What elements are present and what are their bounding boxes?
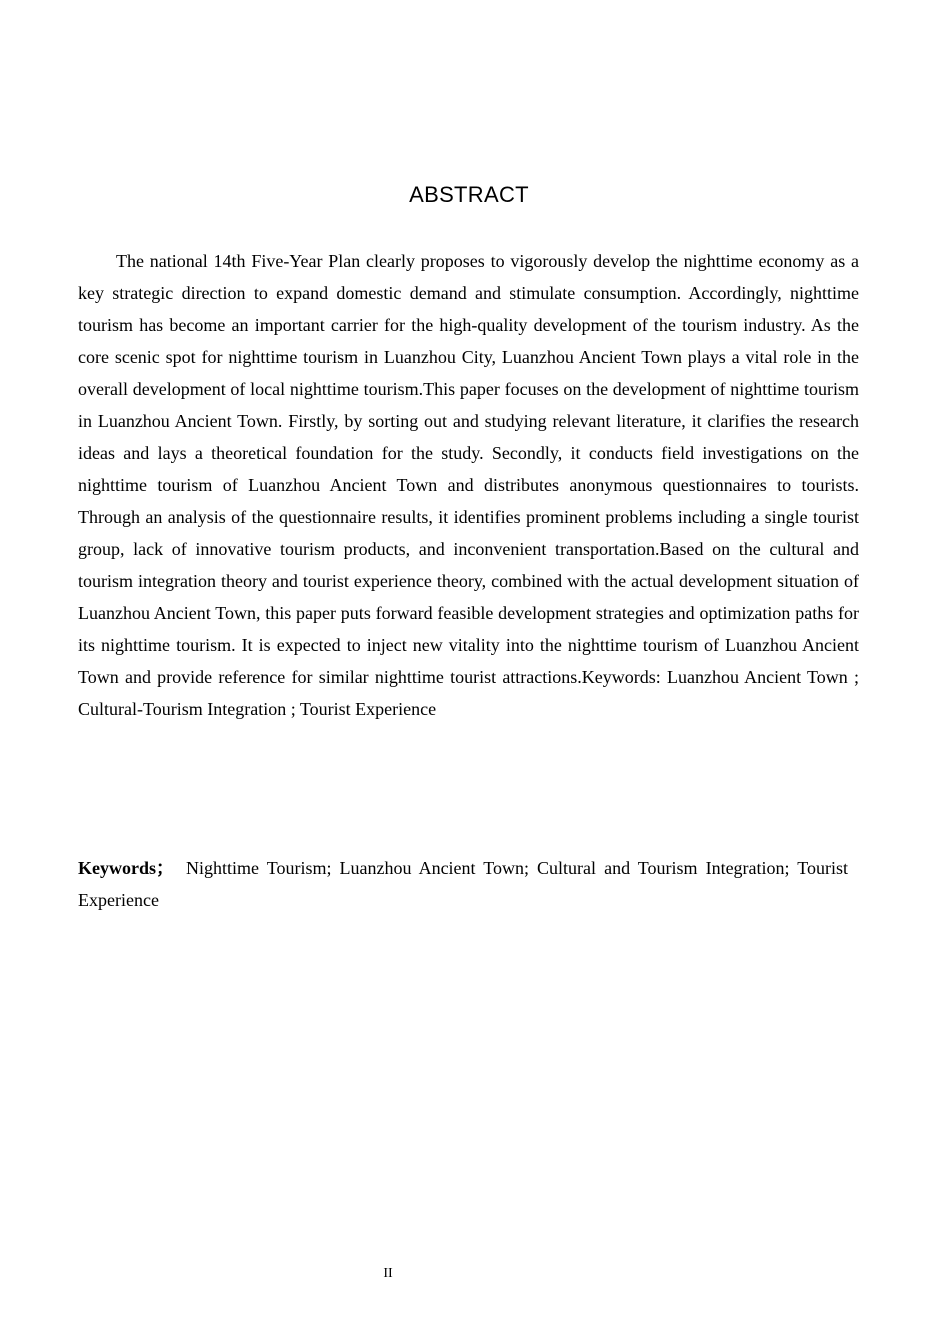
abstract-body: The national 14th Five-Year Plan clearly proposes to vigorously develop the nighttime economy as a key strategic direction to expand domestic demand and stimulate consumption. Accordingly, nighttime tourism has become an important carrier for the high-quality development of the tourism industry. As the core scenic spot for nighttime tourism in Luanzhou City, Luanzhou Ancient Town plays a vital role in the overall development of local nighttime tourism.This paper focuses on the development of nighttime tourism in Luanzhou Ancient Town. Firstly, by sorting out and studying relevant literature, it clarifies the research ideas and lays a theoretical foundation for the study. Secondly, it conducts field investigations on the nighttime tourism of Luanzhou Ancient Town and distributes anonymous questionnaires to tourists. Through an analysis of the questionnaire results, it identifies prominent problems including a single tourist group, lack of innovative tourism products, and inconvenient transportation.Based on the cultural and tourism integration theory and tourist experience theory, combined with the actual development situation of Luanzhou Ancient Town, this paper puts forward feasible development strategies and optimization paths for its nighttime tourism. It is expected to inject new vitality into the nighttime tourism of Luanzhou Ancient Town and provide reference for similar nighttime tourist attractions.Keywords: Luanzhou Ancient Town ; Cultural-Tourism Integration ; Tourist Experience xyxy=(78,251,859,719)
keywords-list: Nighttime Tourism; Luanzhou Ancient Town; Cultural and Tourism Integration; Tourist Experience xyxy=(78,858,849,910)
abstract-title: ABSTRACT xyxy=(409,182,529,207)
page-number: II xyxy=(383,1266,393,1281)
keywords-label: Keywords； xyxy=(78,858,174,878)
keywords-paragraph xyxy=(78,852,848,916)
